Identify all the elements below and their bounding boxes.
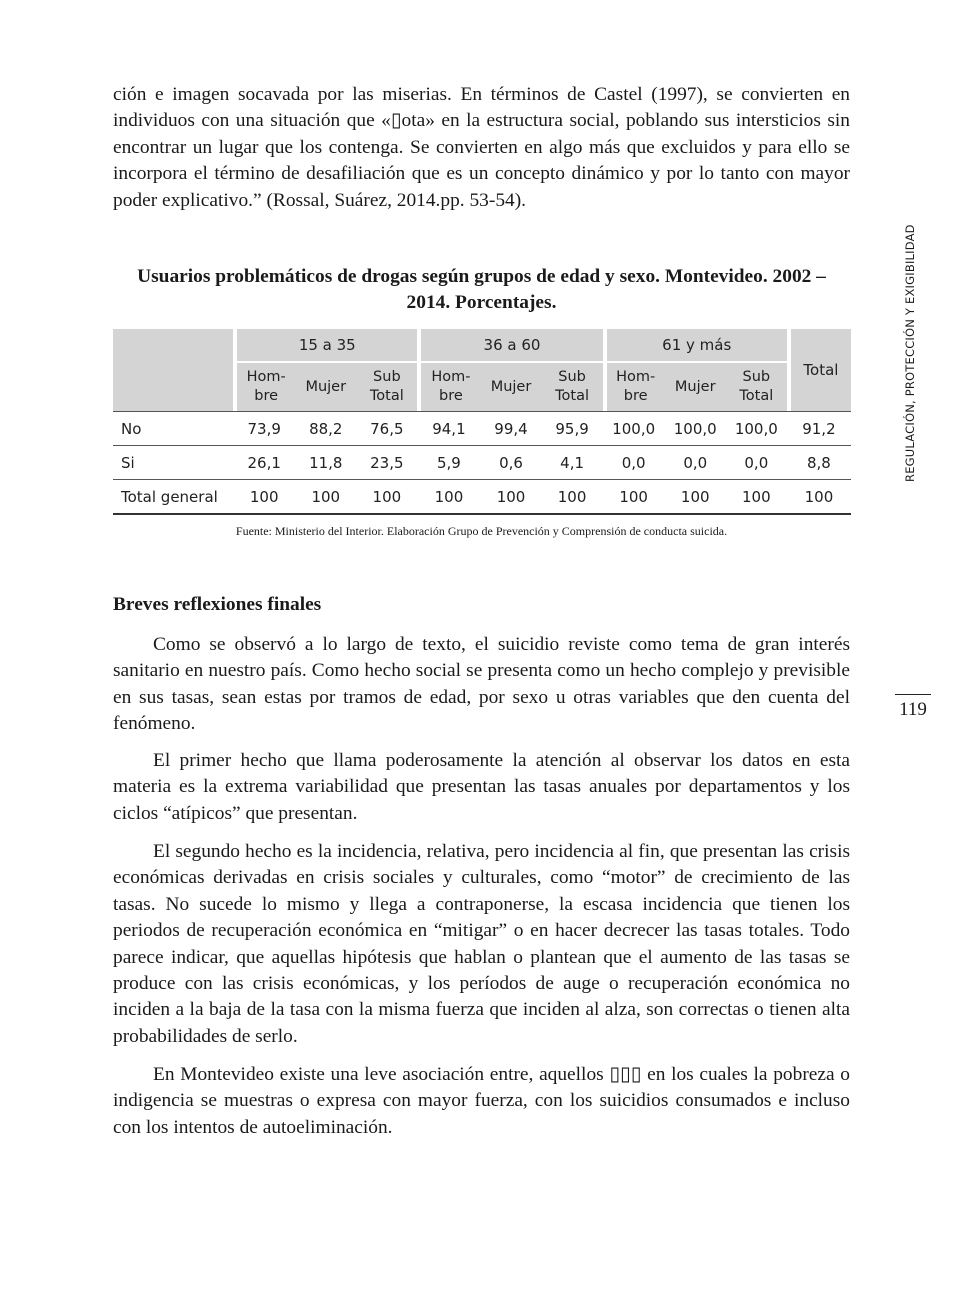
- cell: 0,0: [665, 446, 726, 480]
- table-title: Usuarios problemáticos de drogas según grupos de edad y sexo. Montevideo. 2002 – 2014. Porcentajes.: [137, 266, 826, 313]
- cell: 100: [233, 480, 295, 515]
- table-source: Fuente: Ministerio del Interior. Elaboración Grupo de Prevención y Comprensión de conducta suicida.: [235, 524, 728, 538]
- paragraph: Como se observó a lo largo de texto, el suicidio reviste como tema de gran interés sanitario en nuestro país. Como hecho social se presenta como un hecho complejo y previsible en sus tasas, sean estas por tramos de edad, por sexo u otras variables que den cuenta del fenómeno.: [113, 634, 850, 735]
- cell: 0,6: [480, 446, 541, 480]
- cell: 99,4: [480, 411, 541, 446]
- table-row: [113, 411, 851, 446]
- cell: 76,5: [356, 411, 417, 446]
- cell: 0,0: [726, 446, 787, 480]
- cell: 5,9: [417, 446, 480, 480]
- cell: 100: [356, 480, 417, 515]
- sub-header-subtotal: Sub Total: [542, 363, 603, 411]
- page-number-rule: [895, 694, 931, 695]
- data-table: [113, 329, 851, 515]
- cell: 100: [295, 480, 356, 515]
- cell: 95,9: [542, 411, 603, 446]
- cell: 100,0: [665, 411, 726, 446]
- cell: 0,0: [603, 446, 665, 480]
- cell: 4,1: [542, 446, 603, 480]
- sub-header-subtotal: Sub Total: [726, 363, 787, 411]
- cell: 100: [603, 480, 665, 515]
- sub-header-mujer: Mujer: [295, 363, 356, 411]
- paragraph: El primer hecho que llama poderosamente la atención al observar los datos en esta materia es la extrema variabilidad que presentan las tasas anuales por departamentos y los ciclos “atípicos” que presentan.: [113, 750, 850, 824]
- total-header: Total: [787, 329, 851, 411]
- header-corner: [113, 329, 233, 411]
- cell: 88,2: [295, 411, 356, 446]
- cell: 100,0: [726, 411, 787, 446]
- sub-header-mujer: Mujer: [480, 363, 541, 411]
- cell: 94,1: [417, 411, 480, 446]
- cell: 100: [542, 480, 603, 515]
- row-label: Total general: [113, 480, 233, 515]
- sub-header-subtotal: Sub Total: [356, 363, 417, 411]
- cell: 11,8: [295, 446, 356, 480]
- cell: 91,2: [787, 411, 851, 446]
- table-row: [113, 480, 851, 515]
- cell: 73,9: [233, 411, 295, 446]
- cell: 100: [787, 480, 851, 515]
- cell: 100: [665, 480, 726, 515]
- running-head: REGULACIÓN, PROTECCIÓN Y EXIGIBILIDAD: [903, 224, 917, 482]
- cell: 100: [480, 480, 541, 515]
- sub-header-hombre: Hom- bre: [603, 363, 665, 411]
- table-row: [113, 446, 851, 480]
- row-label: No: [113, 411, 233, 446]
- sub-header-hombre: Hom- bre: [417, 363, 480, 411]
- group-header: 15 a 35: [233, 329, 417, 363]
- cell: 26,1: [233, 446, 295, 480]
- paragraph: En Montevideo existe una leve asociación entre, aquellos ▯▯▯ en los cuales la pobreza o indigencia se muestras o expresa con mayor fuerza, con los suicidios consumados e incluso con los intentos de autoeliminación.: [113, 1064, 850, 1138]
- group-header: 61 y más: [603, 329, 787, 363]
- section-heading: Breves reflexiones finales: [113, 594, 322, 615]
- cell: 100: [726, 480, 787, 515]
- row-label: Si: [113, 446, 233, 480]
- cell: 100: [417, 480, 480, 515]
- cell: 8,8: [787, 446, 851, 480]
- sub-header-mujer: Mujer: [665, 363, 726, 411]
- intro-paragraph: ción e imagen socavada por las miserias. En términos de Castel (1997), se convierten en individuos con una situación que «▯ota» en la estructura social, poblando sus intersticios sin encontrar un lugar que los contenga. Se convierten en algo más que excluidos y para ello se incorpora el término de desafiliación que es un concepto dinámico y por lo tanto con mayor poder explicativo.” (Rossal, Suárez, 2014.pp. 53-54).: [113, 84, 850, 211]
- paragraph: El segundo hecho es la incidencia, relativa, pero incidencia al fin, que presentan las crisis económicas derivadas en crisis sociales y culturales, como “motor” de crecimiento de las tasas. No sucede lo mismo y llega a contraponerse, la escasa incidencia que tienen los periodos de recuperación económica en “mitigar” o en hacer decrecer las tasas totales. Todo parece indicar, que aquellas hipótesis que hablan o plantean que el aumento de las tasas se produce con las crisis económicas, y los períodos de auge o recuperación económica no inciden a la baja de la tasa con la misma fuerza que inciden al alza, son correctas o tienen alta probabilidades de serlo.: [113, 841, 850, 1047]
- cell: 23,5: [356, 446, 417, 480]
- cell: 100,0: [603, 411, 665, 446]
- page-number: 119: [899, 699, 927, 720]
- group-header: 36 a 60: [417, 329, 602, 363]
- sub-header-hombre: Hom- bre: [233, 363, 295, 411]
